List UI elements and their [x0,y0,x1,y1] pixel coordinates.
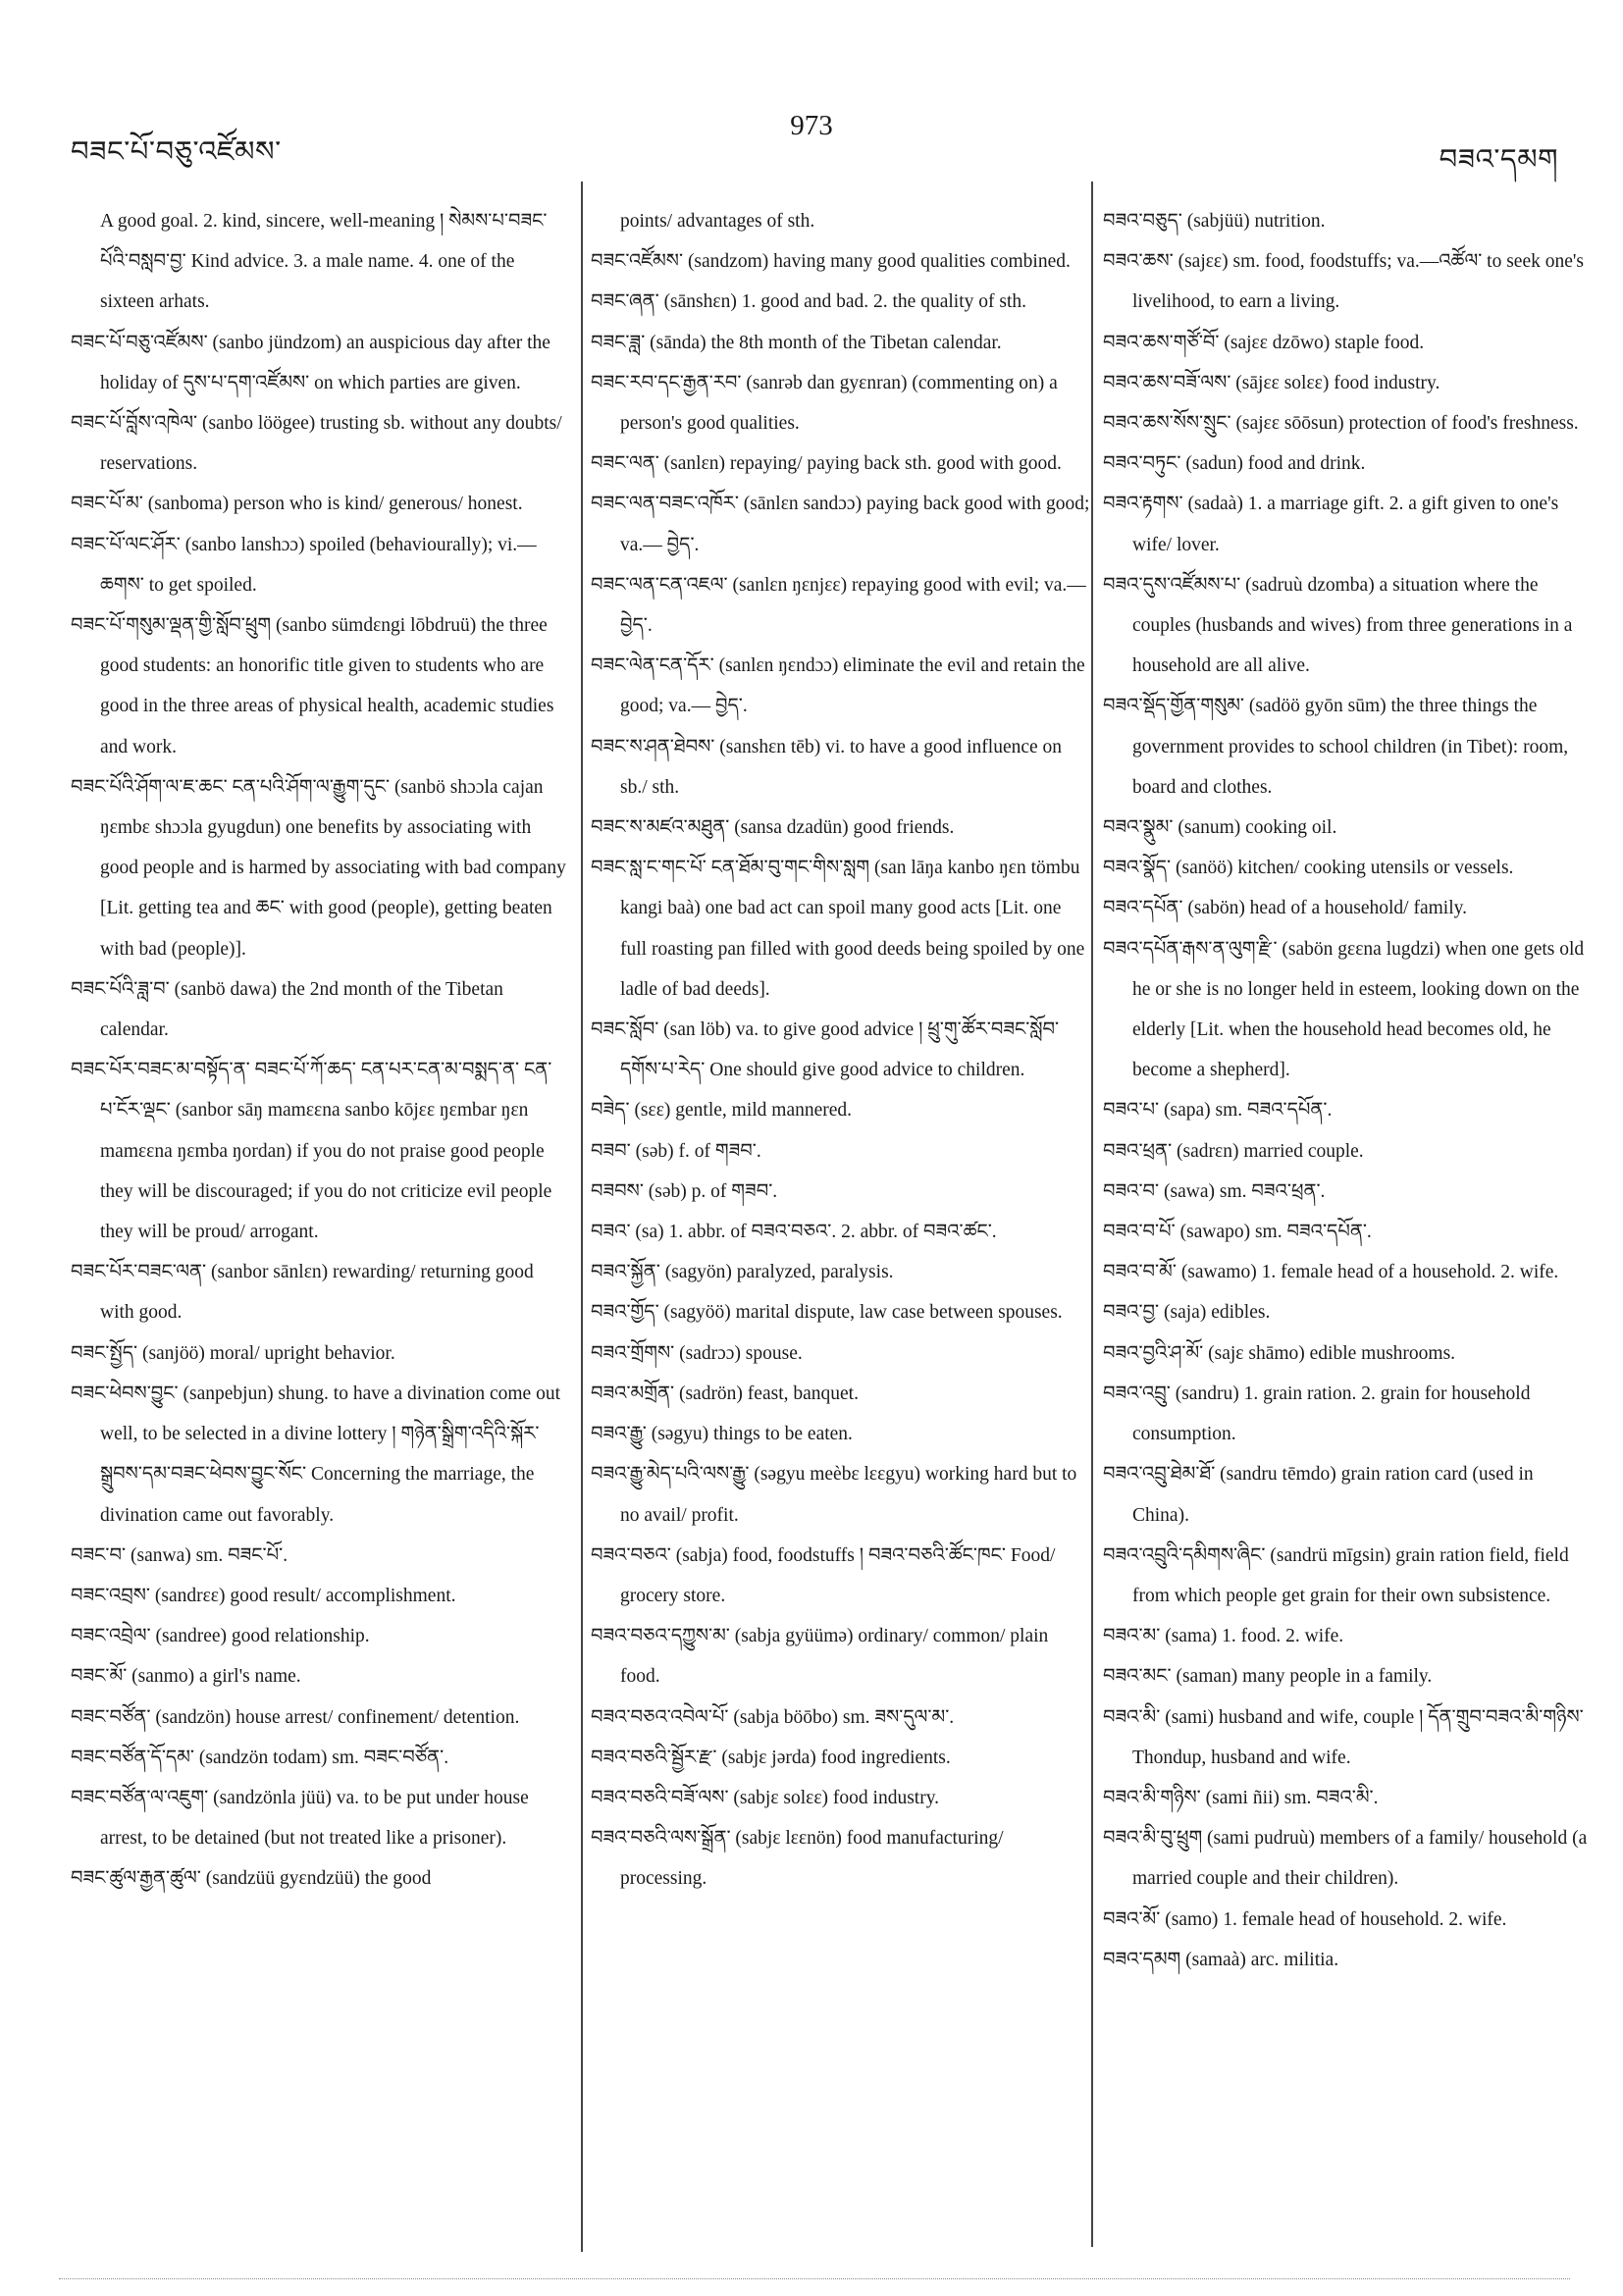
dictionary-entry: བཟའ་གྱོད་ (sagyöö) marital dispute, law case between spouses. [591,1302,1063,1324]
dictionary-entry: བཟང་བཙོན་ (sandzön) house arrest/ confinement/ detention. [71,1706,520,1728]
dictionary-entry: བཟའ་རྒྱུ་མེད་པའི་ལས་རྒྱུ་ (səgyu meèbɛ lɛɛgyu) working hard but to no avail/ profit. [591,1464,1077,1526]
dictionary-entry: བཟའ་བྱའི་ཤ་མོ་ (sajɛ shāmo) edible mushrooms. [1103,1342,1456,1364]
dictionary-entry: བཟའ་བཅའི་བཟོ་ལས་ (sabjɛ solɛɛ) food industry. [591,1787,940,1808]
dictionary-entry: བཟང་འབྲས་ (sandrɛɛ) good result/ accomplishment. [71,1585,456,1606]
dictionary-column-1 [71,201,567,1900]
dictionary-entry: བཟང་པོ་གསུམ་ལྡན་གྱི་སློབ་ཕྲུག (sanbo sümdɛngi lōbdruü) the three good students: an honorific title given to students who are good in the three areas of physical health, academic studies and work. [71,615,554,757]
dictionary-entry: བཟའ་མི་གཉིས་ (sami ñii) sm. བཟའ་མི་. [1103,1787,1379,1808]
dictionary-entry: བཟང་བ་ (sanwa) sm. བཟང་པོ་. [71,1544,288,1566]
dictionary-entry: བཟའ་གྲོགས་ (sadrɔɔ) spouse. [591,1342,803,1364]
dictionary-entry: བཟང་འབྲེལ་ (sandree) good relationship. [71,1626,370,1647]
page-number: 973 [790,110,833,141]
dictionary-entry: བཟང་པོ་བློས་འཁེལ་ (sanbo löögee) trusting sb. without any doubts/ reservations. [71,413,562,475]
dictionary-entry: བཟའ་སྣོད་ (sanöö) kitchen/ cooking utensils or vessels. [1103,858,1514,879]
bottom-scan-edge [59,2278,1570,2279]
dictionary-entry: བཟའ་ཕྲན་ (sadrɛn) married couple. [1103,1140,1364,1162]
dictionary-entry: བཟའ་མ་ (sama) 1. food. 2. wife. [1103,1626,1344,1647]
page-header [0,0,1623,176]
dictionary-entry: བཟའ་ཆས་སོས་སྲུང་ (sajɛɛ sōōsun) protection of food's freshness. [1103,413,1579,435]
dictionary-entry: བཟའ་སྡོད་གྱོན་གསུམ་ (sadöö gyōn sūm) the three things the government provides to school children (in Tibet): room, board and clothes. [1103,696,1569,798]
dictionary-entry: བཟང་པོར་བཟང་ལན་ (sanbor sānlɛn) rewarding/ returning good with good. [71,1262,534,1324]
dictionary-entry: བཟང་ཞན་ (sānshɛn) 1. good and bad. 2. the quality of sth. [591,291,1026,313]
dictionary-entry: A good goal. 2. kind, sincere, well-meaning ། སེམས་པ་བཟང་པོའི་བསླབ་བྱ་ Kind advice. 3. a male name. 4. one of the sixteen arhats. [100,211,548,313]
dictionary-entry: བཟའ་དུས་འཛོམས་པ་ (sadruù dzomba) a situation where the couples (husbands and wives) from three generations in a household are all alive. [1103,574,1573,677]
dictionary-column-2 [591,201,1091,1900]
dictionary-entry: བཟའ་བཅའ་དཀྱུས་མ་ (sabja gyüümə) ordinary/ common/ plain food. [591,1626,1049,1688]
dictionary-entry: བཟང་བཙོན་དོ་དམ་ (sandzön todam) sm. བཟང་བཙོན་. [71,1747,449,1768]
dictionary-entry: བཟའ་པ་ (sapa) sm. བཟའ་དཔོན་. [1103,1100,1333,1122]
dictionary-entry: བཟང་པོའི་ཟླ་བ་ (sanbö dawa) the 2nd month of the Tibetan calendar. [71,978,503,1041]
dictionary-entry: བཟའ་དམག (samaà) arc. militia. [1103,1949,1339,1970]
dictionary-entry: བཟའ་ཆས་ (sajɛɛ) sm. food, foodstuffs; va.—འཚོལ་ to seek one's livelihood, to earn a living. [1103,251,1585,313]
dictionary-entry: བཟང་ས་མཛའ་མཐུན་ (sansa dzadün) good friends. [591,817,955,839]
dictionary-entry: བཟའ་རྟགས་ (sadaà) 1. a marriage gift. 2. a gift given to one's wife/ lover. [1103,494,1559,555]
dictionary-entry: བཟའ་བཅའི་སྦྱོར་རྫ་ (sabjɛ jərda) food ingredients. [591,1747,951,1768]
dictionary-entry: བཟའ་དཔོན་རྒས་ན་ལུག་རྫི་ (sabön gɛɛna lugdzi) when one gets old he or she is no longer held in esteem, looking down on the elderly [Lit. when the household head becomes old, he become a shepherd]. [1103,938,1585,1081]
dictionary-entry: points/ advantages of sth. [620,211,815,232]
dictionary-entry: བཟའ་བ་པོ་ (sawapo) sm. བཟའ་དཔོན་. [1103,1222,1372,1243]
dictionary-entry: བཟང་པོའི་ཤོག་ལ་ཇ་ཆང་ ངན་པའི་ཤོག་ལ་རྒྱུག་དུང་ (sanbö shɔɔla cajan ŋɛmbɛ shɔɔla gyugdun) one benefits by associating with good people and is harmed by associating with bad company [Lit. getting tea and ཆང་ with good (people), getting beaten with bad (people)]. [71,776,566,960]
dictionary-entry: བཟའ་འབྲུ་ (sandru) 1. grain ration. 2. grain for household consumption. [1103,1383,1531,1445]
column-divider-right [1091,182,1093,2247]
dictionary-entry: བཟང་ལན་ངན་འཇལ་ (sanlɛn ŋɛnjɛɛ) repaying good with evil; va.— བྱེད་. [591,574,1086,637]
dictionary-entry: བཟེད་ (sɛɛ) gentle, mild mannered. [591,1100,853,1122]
dictionary-entry: བཟའ་སྣུམ་ (sanum) cooking oil. [1103,817,1337,839]
dictionary-entry: བཟང་པོར་བཟང་མ་བསྟོད་ན་ བཟང་པོ་ཀོ་ཆད་ ངན་པར་ངན་མ་བསྨད་ན་ ངན་པ་ངོར་ལྡང་ (sanbor sāŋ mamɛɛna sanbo kōjɛɛ ŋɛmbar ŋɛn mamɛɛna ŋɛmba ŋordan) if you do not praise good people they will be discouraged; if you do not criticize evil people they will be proud/ arrogant. [71,1060,552,1243]
dictionary-entry: བཟའ་དཔོན་ (sabön) head of a household/ family. [1103,898,1467,919]
dictionary-entry: བཟང་ཟླ་ (sānda) the 8th month of the Tibetan calendar. [591,332,1002,353]
dictionary-entry: བཟའ་འབྲུ་ཐེམ་ཐོ་ (sandru tēmdo) grain ration card (used in China). [1103,1464,1534,1526]
dictionary-entry: བཟང་པོ་མ་ (sanboma) person who is kind/ generous/ honest. [71,494,523,515]
dictionary-entry: བཟབས་ (səb) p. of གཟབ་. [591,1180,778,1202]
dictionary-entry: བཟའ་བཅའ་འབེལ་པོ་ (sabja böōbo) sm. ཟས་དུལ་མ་. [591,1706,955,1728]
dictionary-entry: བཟང་སྤྱོད་ (sanjöö) moral/ upright behavior. [71,1342,395,1364]
right-running-head: བཟའ་དམག [1439,144,1558,176]
dictionary-entry: བཟའ་མང་ (saman) many people in a family. [1103,1666,1433,1688]
dictionary-entry: བཟའ་མགྲོན་ (sadrön) feast, banquet. [591,1383,859,1404]
dictionary-entry: བཟང་ལེན་ངན་དོར་ (sanlɛn ŋɛndɔɔ) eliminate the evil and retain the good; va.— བྱེད་. [591,655,1085,717]
dictionary-entry: བཟང་ས་ཤན་ཐེབས་ (sanshɛn tēb) vi. to have a good influence on sb./ sth. [591,736,1063,798]
dictionary-entry: བཟའ་བཅའི་ལས་སྒྲོན་ (sabjɛ lɛɛnön) food manufacturing/ processing. [591,1828,1004,1890]
dictionary-entry: བཟབ་ (səb) f. of གཟབ་. [591,1140,761,1162]
dictionary-entry: བཟང་པོ་ལང་ཤོར་ (sanbo lanshɔɔ) spoiled (behaviourally); vi.—ཆགས་ to get spoiled. [71,534,537,596]
dictionary-entry: བཟའ་མོ་ (samo) 1. female head of household. 2. wife. [1103,1908,1507,1930]
dictionary-entry: བཟའ་མི་ (sami) husband and wife, couple ། དོན་གྲུབ་བཟའ་མི་གཉིས་ Thondup, husband and wife. [1103,1706,1584,1768]
dictionary-entry: བཟའ་བ་ (sawa) sm. བཟའ་ཕྲན་. [1103,1180,1326,1202]
dictionary-entry: བཟང་འཛོམས་ (sandzom) having many good qualities combined. [591,251,1071,273]
dictionary-entry: བཟའ་བཏུང་ (sadun) food and drink. [1103,453,1366,475]
dictionary-entry: བཟང་ལན་བཟང་འཁོར་ (sānlɛn sandɔɔ) paying back good with good; va.— བྱེད་. [591,494,1090,555]
dictionary-entry: བཟང་ཕེབས་བྱུང་ (sanpebjun) shung. to have a divination come out well, to be selected in a divine lottery ། གཉེན་སྒྲིག་འདིའི་སྐོར་སྒྲུབས་དམ་བཟང་ཕེབས་བྱུང་སོང་ Concerning the marriage, the divination came out favorably. [71,1383,561,1526]
dictionary-column-3 [1103,201,1594,1980]
dictionary-entry: བཟའ་བ་མོ་ (sawamo) 1. female head of a household. 2. wife. [1103,1262,1559,1283]
dictionary-entry: བཟང་སློབ་ (san löb) va. to give good advice ། ཕྲུ་གུ་ཚོར་བཟང་སློབ་དགོས་པ་རེད་ One should give good advice to children. [591,1019,1060,1081]
dictionary-entry: བཟང་བཙོན་ལ་འཇུག་ (sandzönla jüü) va. to be put under house arrest, to be detained (but not treated like a prisoner). [71,1787,529,1850]
dictionary-entry: བཟང་རབ་དང་རྒྱན་རབ་ (sanrəb dan gyɛnran) (commenting on) a person's good qualities. [591,372,1058,435]
dictionary-entry: བཟང་པོ་བཅུ་འཛོམས་ (sanbo jündzom) an auspicious day after the holiday of དུས་པ་དག་འཛོམས་ on which parties are given. [71,332,550,393]
dictionary-entry: བཟང་སླ་ང་གང་པོ་ ངན་ཐོམ་བུ་གང་གིས་སླག (san lāŋa kanbo ŋɛn tömbu kangi baà) one bad act can spoil many good acts [Lit. one full roasting pan filled with good deeds being spoiled by one ladle of bad deeds]. [591,858,1085,1000]
dictionary-entry: བཟའ་ (sa) 1. abbr. of བཟའ་བཅའ་. 2. abbr. of བཟའ་ཚང་. [591,1222,997,1243]
dictionary-entry: བཟང་མོ་ (sanmo) a girl's name. [71,1666,301,1688]
dictionary-entry: བཟའ་ཆས་གཙོ་བོ་ (sajɛɛ dzōwo) staple food. [1103,332,1425,353]
left-running-head: བཟང་པོ་བཅུ་འཛོམས་ [71,136,282,168]
dictionary-entry: བཟའ་འབྲུའི་དམིགས་ཞིང་ (sandrü mīgsin) grain ration field, field from which people get grain for their own subsistence. [1103,1544,1569,1606]
dictionary-entry: བཟའ་མི་བུ་ཕྲུག (sami pudruù) members of a family/ household (a married couple and their children). [1103,1828,1588,1890]
dictionary-entry: བཟང་ཚུལ་རྒྱན་ཚུལ་ (sandzüü gyɛndzüü) the good [71,1868,432,1890]
dictionary-entry: བཟའ་སྐྱོན་ (sagyön) paralyzed, paralysis. [591,1262,894,1283]
dictionary-entry: བཟའ་ཆས་བཟོ་ལས་ (sājɛɛ solɛɛ) food industry. [1103,372,1440,393]
dictionary-entry: བཟང་ལན་ (sanlɛn) repaying/ paying back sth. good with good. [591,453,1062,475]
dictionary-entry: བཟའ་རྒྱུ་ (səgyu) things to be eaten. [591,1424,853,1445]
dictionary-entry: བཟའ་བཅའ་ (sabja) food, foodstuffs ། བཟའ་བཅའི་ཚོང་ཁང་ Food/ grocery store. [591,1544,1056,1606]
column-divider-left [581,182,583,2252]
dictionary-entry: བཟའ་བཅུད་ (sabjüü) nutrition. [1103,211,1326,232]
dictionary-entry: བཟའ་བྱ་ (saja) edibles. [1103,1302,1271,1324]
